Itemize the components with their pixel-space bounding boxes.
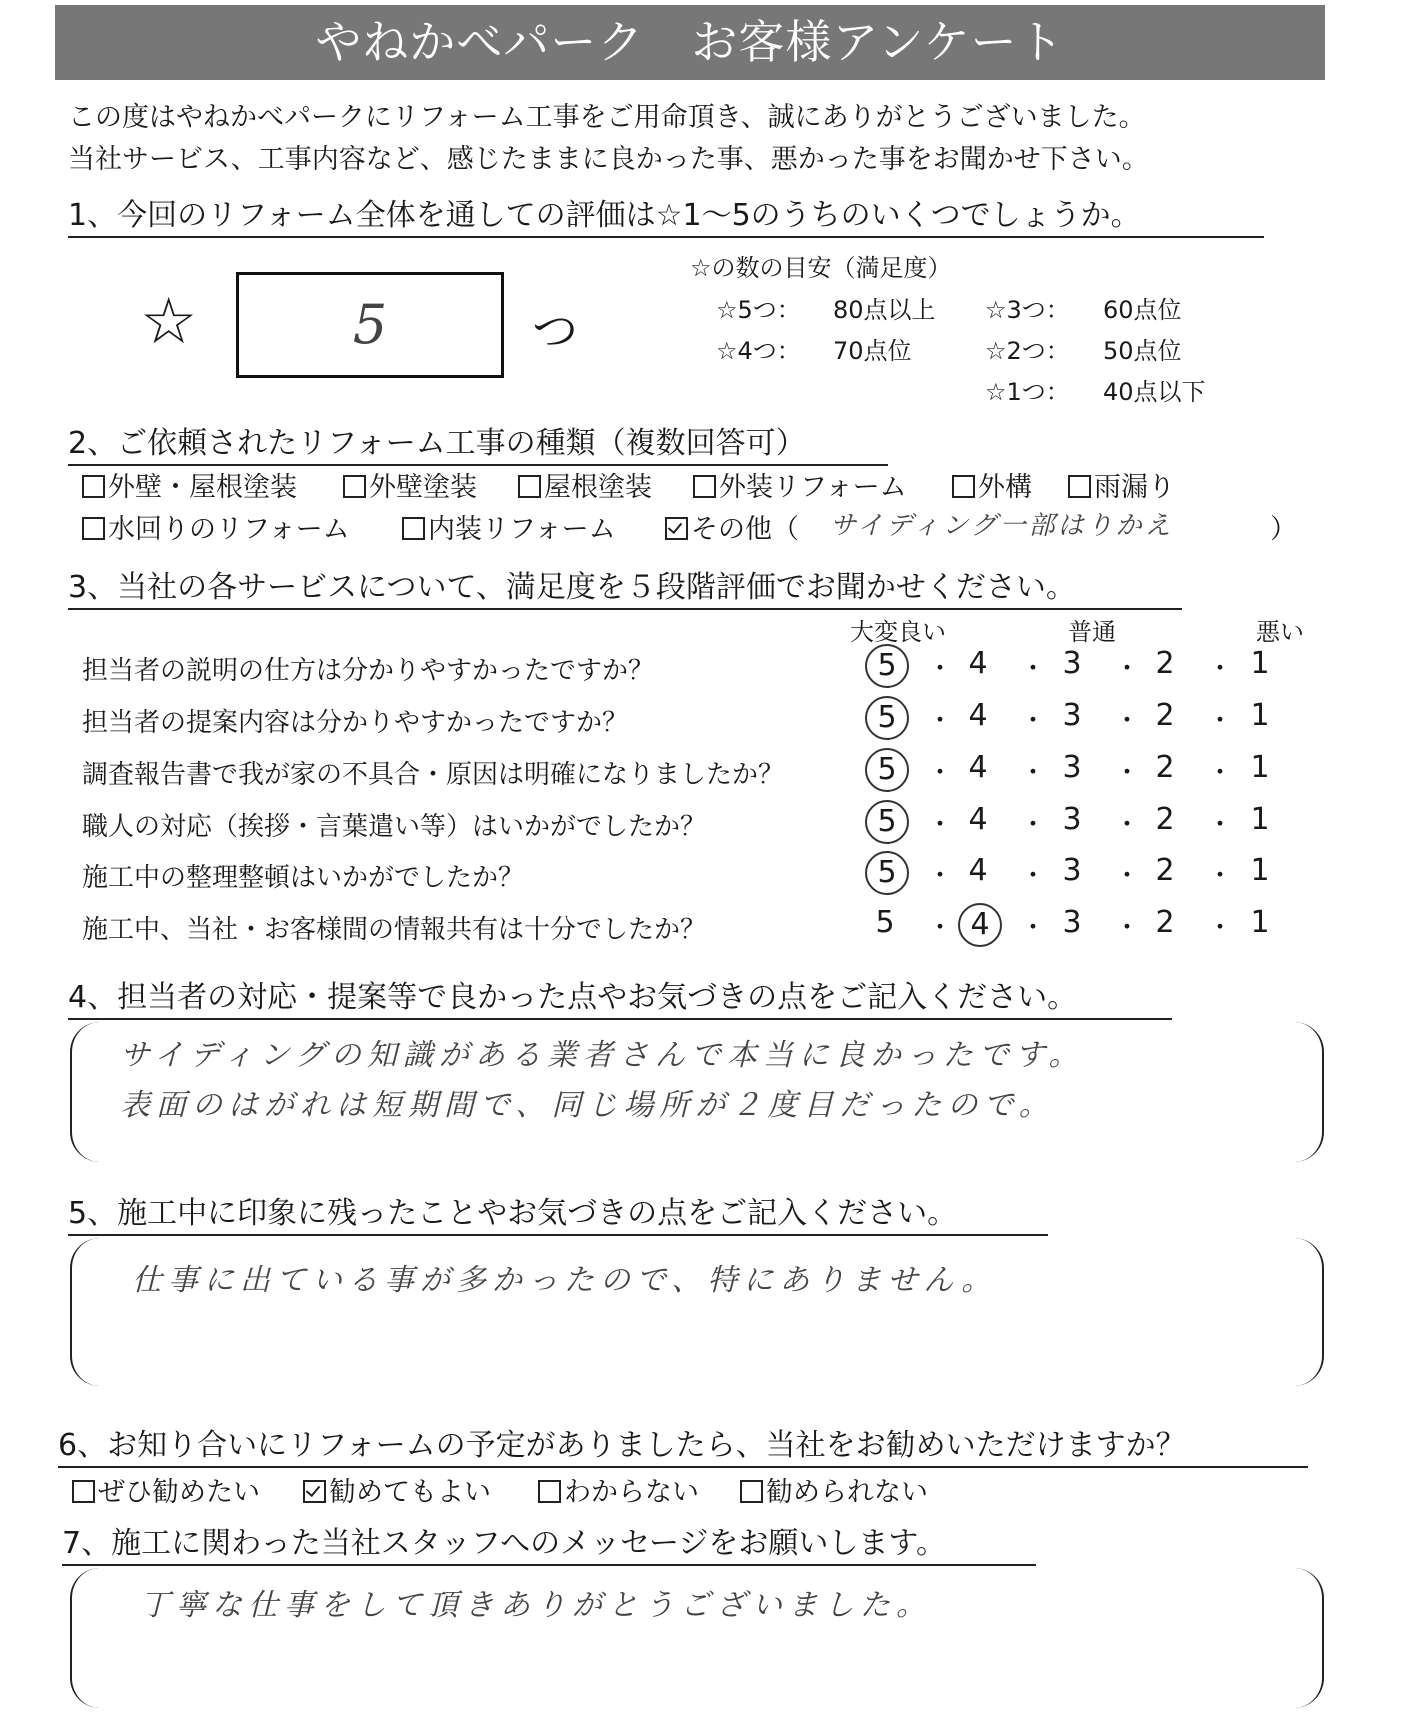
- option-exterior-roof-paint[interactable]: [82, 465, 297, 504]
- rating-option-1[interactable]: 1: [1250, 646, 1270, 681]
- q4-answer-line-2: 表面のはがれは短期間で、同じ場所が２度目だったので。: [120, 1088, 1055, 1123]
- rating-option-3[interactable]: 3: [1062, 750, 1082, 785]
- rating-separator: ・: [1113, 810, 1140, 840]
- option-label: 屋根塗装: [544, 472, 652, 503]
- rating-separator: ・: [1206, 861, 1233, 891]
- option-interior-reform[interactable]: [402, 507, 616, 546]
- guide-value-5: 80点以上: [833, 296, 936, 324]
- rating-question: 施工中の整理整頓はいかがでしたか？: [82, 863, 525, 893]
- q2-heading: 2、ご依頼されたリフォーム工事の種類（複数回答可）: [68, 418, 888, 466]
- option-label: 勧めてもよい: [329, 1477, 491, 1508]
- rating-option-1[interactable]: 1: [1250, 802, 1270, 837]
- recommend-unsure[interactable]: [538, 1470, 699, 1509]
- option-label: 外壁塗装: [369, 472, 477, 503]
- rating-option-3[interactable]: 3: [1062, 646, 1082, 681]
- other-close-paren: ）: [1270, 514, 1297, 545]
- rating-option-3[interactable]: 3: [1062, 853, 1082, 888]
- checkbox-checked-icon: [303, 1480, 326, 1503]
- guide-label-3: ☆3つ：: [985, 296, 1070, 324]
- option-label: 雨漏り: [1094, 472, 1175, 503]
- rating-option-5-selected[interactable]: 5: [865, 851, 909, 895]
- score-answer: 5: [352, 293, 388, 356]
- checkbox-icon: [82, 517, 105, 540]
- rating-option-1[interactable]: 1: [1250, 698, 1270, 733]
- rating-question: 調査報告書で我が家の不具合・原因は明確になりましたか？: [82, 760, 785, 790]
- intro-line-2: 当社サービス、工事内容など、感じたままに良かった事、悪かった事をお聞かせ下さい。: [68, 144, 1149, 175]
- scale-label-best: 大変良い: [850, 618, 946, 646]
- survey-title: やねかべパーク お客様アンケート: [55, 5, 1325, 80]
- rating-separator: ・: [1019, 861, 1046, 891]
- rating-option-5[interactable]: 5: [875, 905, 895, 940]
- option-label: 外構: [978, 472, 1032, 503]
- rating-separator: ・: [926, 913, 953, 943]
- rating-option-4[interactable]: 4: [968, 853, 988, 888]
- checkbox-icon: [740, 1480, 763, 1503]
- guide-value-3: 60点位: [1103, 296, 1182, 324]
- checkbox-icon: [952, 475, 975, 498]
- option-label: 外装リフォーム: [719, 472, 907, 503]
- rating-option-3[interactable]: 3: [1062, 698, 1082, 733]
- option-other[interactable]: [665, 507, 799, 546]
- option-label: その他（: [691, 514, 799, 545]
- rating-option-5-selected[interactable]: 5: [865, 748, 909, 792]
- rating-question: 担当者の説明の仕方は分かりやすかったですか？: [82, 656, 655, 686]
- rating-separator: ・: [1206, 706, 1233, 736]
- checkbox-icon: [82, 475, 105, 498]
- scale-label-mid: 普通: [1068, 618, 1116, 646]
- q4-answer-line-1: サイディングの知識がある業者さんで本当に良かったです。: [120, 1038, 1085, 1073]
- rating-separator: ・: [1113, 706, 1140, 736]
- q5-heading: 5、施工中に印象に残ったことやお気づきの点をご記入ください。: [68, 1188, 1048, 1236]
- q4-heading: 4、担当者の対応・提案等で良かった点やお気づきの点をご記入ください。: [68, 972, 1172, 1020]
- rating-option-3[interactable]: 3: [1062, 802, 1082, 837]
- scale-label-worst: 悪い: [1256, 618, 1304, 646]
- checkbox-icon: [72, 1480, 95, 1503]
- rating-option-4[interactable]: 4: [968, 698, 988, 733]
- guide-value-1: 40点以下: [1103, 378, 1206, 406]
- rating-separator: ・: [926, 758, 953, 788]
- rating-option-2[interactable]: 2: [1155, 750, 1175, 785]
- recommend-ok[interactable]: [303, 1470, 491, 1509]
- rating-question: 職人の対応（挨拶・言葉遣い等）はいかがでしたか？: [82, 812, 707, 842]
- rating-separator: ・: [926, 861, 953, 891]
- rating-separator: ・: [1206, 810, 1233, 840]
- rating-option-2[interactable]: 2: [1155, 853, 1175, 888]
- checkbox-icon: [1068, 475, 1091, 498]
- option-roof-paint[interactable]: [518, 465, 652, 504]
- rating-separator: ・: [1113, 758, 1140, 788]
- q6-heading: 6、お知り合いにリフォームの予定がありましたら、当社をお勧めいただけますか？: [58, 1420, 1308, 1468]
- q7-heading: 7、施工に関わった当社スタッフへのメッセージをお願いします。: [62, 1518, 1036, 1566]
- rating-separator: ・: [1019, 706, 1046, 736]
- checkbox-icon: [693, 475, 716, 498]
- option-water-reform[interactable]: [82, 507, 350, 546]
- rating-option-1[interactable]: 1: [1250, 905, 1270, 940]
- other-answer[interactable]: サイディング一部はりかえ: [830, 511, 1174, 541]
- rating-separator: ・: [1206, 654, 1233, 684]
- rating-separator: ・: [1019, 810, 1046, 840]
- checkbox-icon: [518, 475, 541, 498]
- guide-title: ☆の数の目安（満足度）: [690, 254, 952, 282]
- rating-separator: ・: [1206, 913, 1233, 943]
- rating-option-2[interactable]: 2: [1155, 698, 1175, 733]
- rating-option-5-selected[interactable]: 5: [865, 644, 909, 688]
- rating-separator: ・: [1019, 913, 1046, 943]
- q5-answer: 仕事に出ている事が多かったので、特にありません。: [132, 1263, 998, 1298]
- checkbox-icon: [538, 1480, 561, 1503]
- recommend-definitely[interactable]: [72, 1470, 260, 1509]
- option-label: 外壁・屋根塗装: [108, 472, 297, 503]
- rating-option-5-selected[interactable]: 5: [865, 800, 909, 844]
- guide-value-4: 70点位: [833, 337, 912, 365]
- recommend-no[interactable]: [740, 1470, 928, 1509]
- checkbox-icon: [402, 517, 425, 540]
- option-label: 水回りのリフォーム: [108, 514, 350, 545]
- rating-option-1[interactable]: 1: [1250, 750, 1270, 785]
- q3-heading: 3、当社の各サービスについて、満足度を５段階評価でお聞かせください。: [68, 562, 1182, 610]
- q1-heading: 1、今回のリフォーム全体を通しての評価は☆1～5のうちのいくつでしょうか。: [68, 190, 1264, 238]
- option-exterior-works[interactable]: [952, 465, 1032, 504]
- option-label: わからない: [564, 1477, 699, 1508]
- option-label: ぜひ勧めたい: [98, 1477, 260, 1508]
- guide-label-2: ☆2つ：: [985, 337, 1070, 365]
- checkbox-icon: [343, 475, 366, 498]
- guide-label-4: ☆4つ：: [716, 337, 801, 365]
- guide-label-1: ☆1つ：: [985, 378, 1070, 406]
- rating-separator: ・: [926, 810, 953, 840]
- rating-option-4[interactable]: 4: [968, 802, 988, 837]
- rating-question: 施工中、当社・お客様間の情報共有は十分でしたか？: [82, 915, 707, 945]
- rating-separator: ・: [1206, 758, 1233, 788]
- rating-option-1[interactable]: 1: [1250, 853, 1270, 888]
- intro-line-1: この度はやねかべパークにリフォーム工事をご用命頂き、誠にありがとうございました。: [68, 102, 1146, 133]
- score-box[interactable]: [236, 272, 504, 378]
- checkbox-checked-icon: [665, 517, 688, 540]
- option-exterior-reform[interactable]: [693, 465, 907, 504]
- rating-option-2[interactable]: 2: [1155, 646, 1175, 681]
- rating-separator: ・: [1113, 861, 1140, 891]
- rating-option-4-selected[interactable]: 4: [958, 903, 1002, 947]
- rating-option-2[interactable]: 2: [1155, 802, 1175, 837]
- rating-separator: ・: [926, 654, 953, 684]
- option-label: 勧められない: [766, 1477, 928, 1508]
- rating-option-4[interactable]: 4: [968, 646, 988, 681]
- option-exterior-paint[interactable]: [343, 465, 477, 504]
- rating-question: 担当者の提案内容は分かりやすかったですか？: [82, 708, 629, 738]
- rating-option-3[interactable]: 3: [1062, 905, 1082, 940]
- guide-label-5: ☆5つ：: [716, 296, 801, 324]
- rating-separator: ・: [1113, 913, 1140, 943]
- rating-option-5-selected[interactable]: 5: [865, 696, 909, 740]
- rating-separator: ・: [926, 706, 953, 736]
- score-unit: つ: [532, 304, 578, 358]
- rating-separator: ・: [1113, 654, 1140, 684]
- rating-separator: ・: [1019, 758, 1046, 788]
- rating-option-2[interactable]: 2: [1155, 905, 1175, 940]
- option-leak[interactable]: [1068, 465, 1175, 504]
- guide-value-2: 50点位: [1103, 337, 1182, 365]
- option-label: 内装リフォーム: [428, 514, 616, 545]
- star-icon: ☆: [140, 285, 198, 359]
- rating-option-4[interactable]: 4: [968, 750, 988, 785]
- q7-answer: 丁寧な仕事をして頂きありがとうございました。: [140, 1588, 932, 1623]
- rating-separator: ・: [1019, 654, 1046, 684]
